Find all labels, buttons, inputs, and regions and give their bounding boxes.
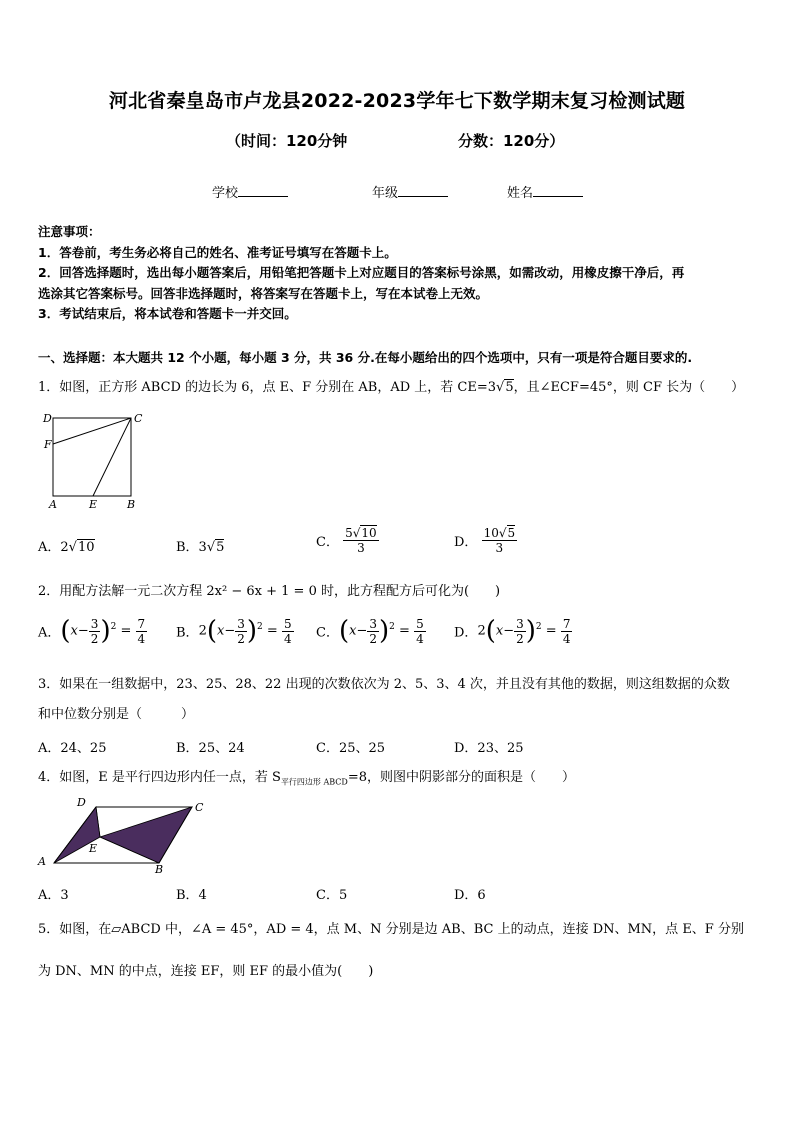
q3-option-c[interactable]: C．25、25: [316, 741, 386, 756]
q3-line-1: 3．如果在一组数据中，23、25、28、22 出现的次数依次为 2、5、3、4 次，并且没有其他的数据，则这组数据的众数: [38, 677, 730, 692]
note-item: 2．回答选择题时，选出每小题答案后，用铅笔把答题卡上对应题目的答案标号涂黑，如需改动，用橡皮擦干净后，再: [38, 265, 685, 280]
q4-text-end: =8，则图中阴影部分的面积是（ ）: [347, 770, 575, 785]
q1-radicand: 5: [505, 380, 514, 395]
grade-field[interactable]: [372, 182, 448, 201]
label-a: A: [49, 498, 57, 510]
q3-line-2: 和中位数分别是（ ）: [38, 707, 195, 722]
q2-option-c[interactable]: C．(x− $\frac{3}{2}$ )$^2$ = $\frac{5}{4}$: [316, 616, 424, 646]
exam-time: （时间：120分钟: [226, 132, 348, 150]
page-title: 河北省秦皇岛市卢龙县2022-2023学年七下数学期末复习检测试题: [108, 90, 686, 112]
q1-option-a[interactable]: A．2√10: [38, 540, 95, 555]
notes-block: [38, 222, 760, 325]
section-heading: 一、选择题：本大题共 12 个小题，每小题 3 分，共 36 分.在每小题给出的四个选项中，只有一项是符合题目要求的.: [38, 350, 693, 365]
question-2: 2．用配方法解一元二次方程 2x² − 6x + 1 = 0 时，此方程配方后可化为( ): [38, 584, 501, 599]
label-c: C: [195, 801, 204, 814]
label-e: E: [89, 498, 98, 510]
question-3: [38, 675, 762, 725]
q4-subscript: 平行四边形 ABCD: [280, 777, 348, 787]
q3-option-d[interactable]: D．23、25: [454, 741, 524, 756]
q1-option-d[interactable]: D． $\frac{10√5}{3}$: [454, 526, 516, 555]
q1-text-end: ，且∠ECF=45°，则 CF 长为（ ）: [513, 380, 745, 395]
label-b: B: [127, 498, 136, 510]
note-item: 1．答卷前，考生务必将自己的姓名、准考证号填写在答题卡上。: [38, 244, 397, 260]
q4-option-d[interactable]: D．6: [454, 888, 486, 903]
note-item: 3．考试结束后，将本试卷和答题卡一并交回。: [38, 306, 297, 321]
grade-label: 年级: [372, 186, 399, 201]
label-c: C: [134, 412, 143, 425]
q2-option-d[interactable]: D．2(x− $\frac{3}{2}$ )$^2$ = $\frac{7}{4}$: [454, 616, 571, 646]
label-e: E: [89, 842, 98, 855]
q3-option-b[interactable]: B．25、24: [176, 741, 245, 756]
q5-line-2: 为 DN、MN 的中点，连接 EF，则 EF 的最小值为( ): [38, 964, 374, 979]
q2-option-a[interactable]: A．(x− $\frac{3}{2}$ )$^2$ = $\frac{7}{4}$: [38, 616, 146, 646]
name-field[interactable]: [507, 182, 583, 201]
label-d: D: [77, 796, 86, 809]
name-label: 姓名: [507, 186, 534, 201]
school-field[interactable]: [212, 182, 288, 201]
q1-text: 1．如图，正方形 ABCD 的边长为 6，点 E、F 分别在 AB，AD 上，若 CE=3: [38, 380, 497, 395]
q1-square-figure: [40, 410, 150, 510]
q4-option-a[interactable]: A．3: [38, 888, 69, 903]
q4-option-b[interactable]: B．4: [176, 888, 207, 903]
q1-option-c[interactable]: C． $\frac{5√10}{3}$: [316, 526, 377, 555]
note-item: 选涂其它答案标号。回答非选择题时，将答案写在答题卡上，写在本试卷上无效。: [38, 285, 489, 301]
q5-line-1: 5．如图，在▱ABCD 中，∠A = 45°，AD = 4，点 M、N 分别是边 AB、BC 上的动点，连接 DN、MN，点 E、F 分别: [38, 922, 744, 937]
label-f: F: [44, 438, 52, 451]
label-d: D: [43, 412, 52, 425]
q1-option-b[interactable]: B．3√5: [176, 540, 225, 555]
q4-text: 4．如图，E 是平行四边形内任一点，若 S: [38, 770, 281, 785]
school-label: 学校: [212, 186, 239, 201]
label-b: B: [155, 863, 164, 876]
question-1: 1．如图，正方形 ABCD 的边长为 6，点 E、F 分别在 AB，AD 上，若 CE=3√5，且∠ECF=45°，则 CF 长为（ ）: [38, 380, 745, 395]
notes-heading: 注意事项：: [38, 224, 101, 239]
q3-option-a[interactable]: A．24、25: [38, 741, 107, 756]
question-5: [38, 920, 762, 982]
q4-option-c[interactable]: C．5: [316, 888, 348, 903]
q2-option-b[interactable]: B．2(x− $\frac{3}{2}$ )$^2$ = $\frac{5}{4}$: [176, 616, 292, 646]
question-4: [38, 768, 762, 793]
label-a: A: [38, 855, 46, 868]
exam-score: 分数：120分）: [458, 132, 565, 150]
q4-parallelogram-figure: [34, 795, 214, 877]
